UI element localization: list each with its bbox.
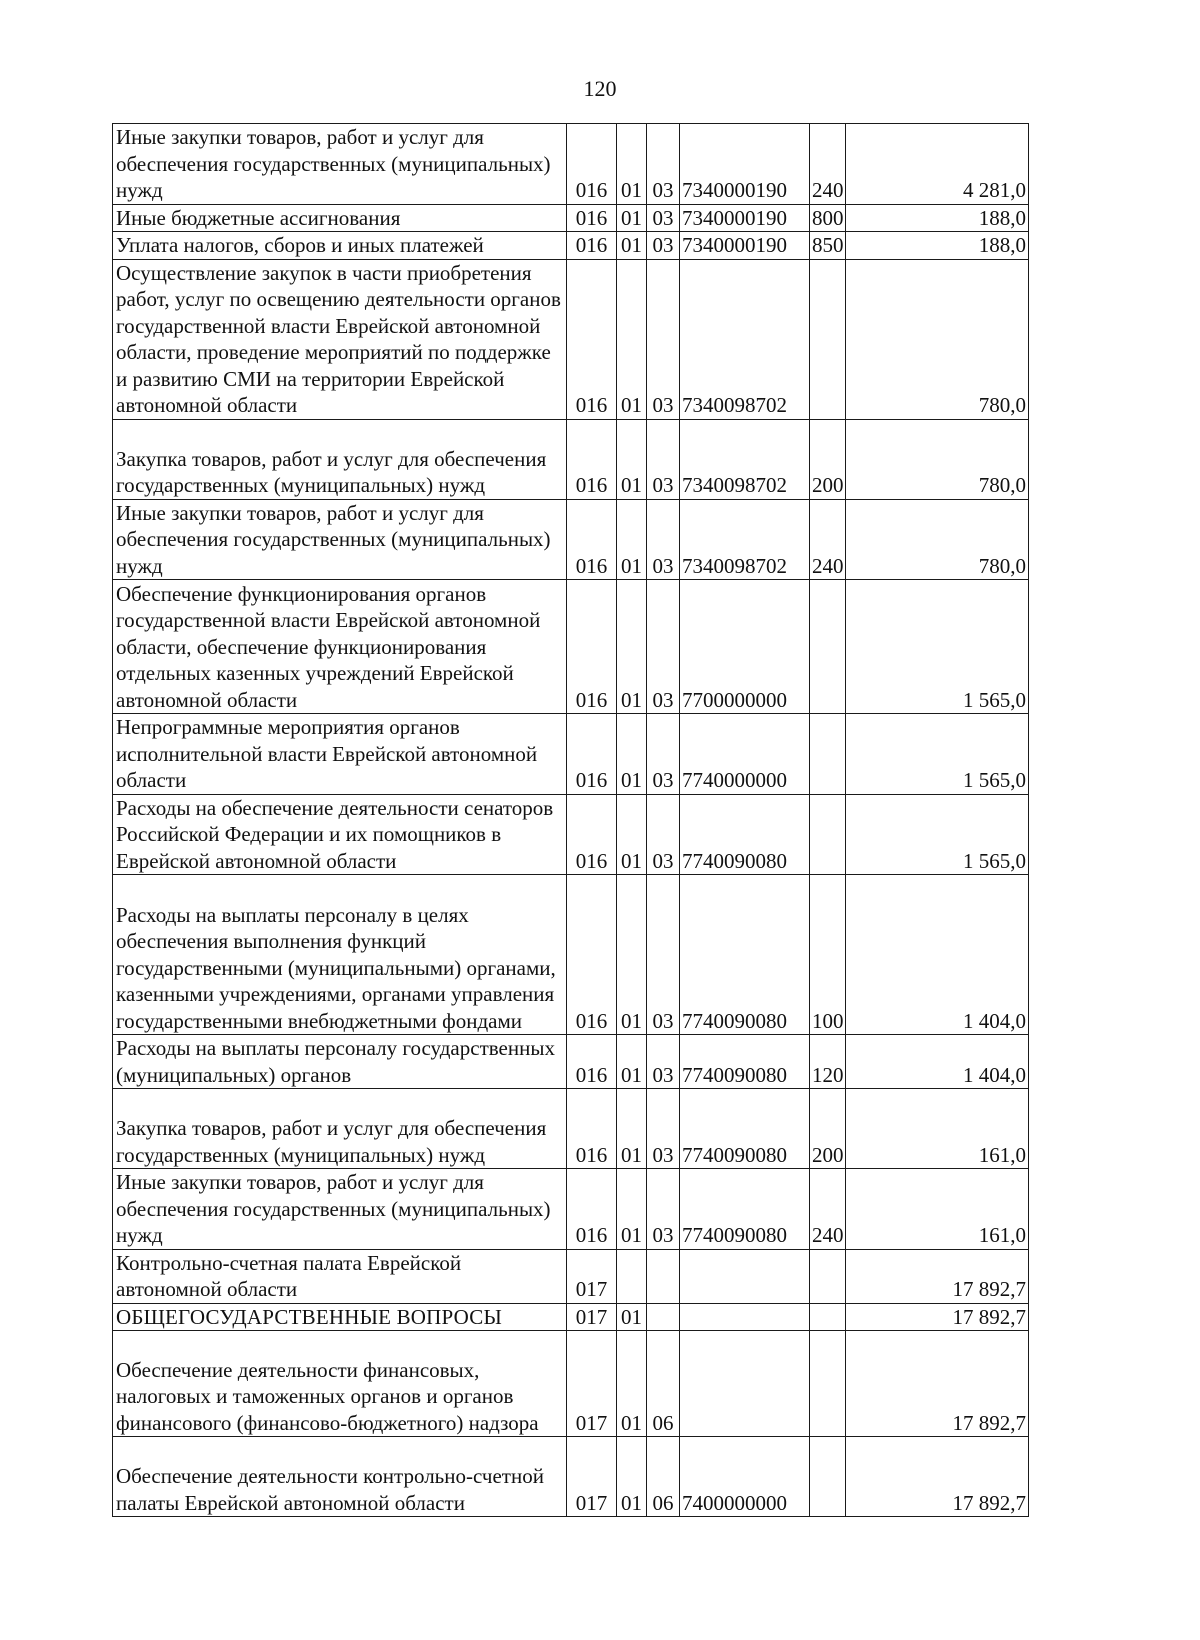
row-rz: 01 — [617, 419, 647, 499]
row-sum: 17 892,7 — [846, 1249, 1029, 1303]
row-vr: 850 — [810, 232, 846, 260]
row-pr: 03 — [647, 1169, 680, 1250]
row-name: Обеспечение деятельности контрольно-счетной палаты Еврейской автономной области — [113, 1437, 567, 1517]
row-rz: 01 — [617, 259, 647, 419]
row-pr: 03 — [647, 1035, 680, 1089]
row-ved: 017 — [567, 1437, 617, 1517]
table-row — [113, 1169, 1029, 1250]
row-pr: 03 — [647, 1089, 680, 1169]
row-rz: 01 — [617, 1089, 647, 1169]
table-row — [113, 499, 1029, 580]
budget-table-body — [113, 124, 1029, 1517]
table-row — [113, 259, 1029, 419]
row-ved: 017 — [567, 1249, 617, 1303]
table-row — [113, 1331, 1029, 1437]
table-row — [113, 580, 1029, 714]
budget-table — [112, 123, 1029, 1517]
row-name: Расходы на обеспечение деятельности сенаторов Российской Федерации и их помощников в Еврейской автономной области — [113, 794, 567, 875]
row-rz: 01 — [617, 1437, 647, 1517]
row-rz: 01 — [617, 499, 647, 580]
row-ved: 016 — [567, 124, 617, 205]
row-vr — [810, 1437, 846, 1517]
row-vr: 240 — [810, 1169, 846, 1250]
row-sum: 1 404,0 — [846, 875, 1029, 1035]
table-row — [113, 714, 1029, 795]
table-row — [113, 1303, 1029, 1331]
row-sum: 4 281,0 — [846, 124, 1029, 205]
row-ved: 016 — [567, 794, 617, 875]
row-vr — [810, 1249, 846, 1303]
row-pr: 03 — [647, 875, 680, 1035]
row-sum: 188,0 — [846, 232, 1029, 260]
row-rz: 01 — [617, 580, 647, 714]
row-pr — [647, 1249, 680, 1303]
row-ved: 016 — [567, 714, 617, 795]
row-pr: 03 — [647, 499, 680, 580]
row-csr — [680, 1249, 810, 1303]
row-pr — [647, 1303, 680, 1331]
row-sum: 17 892,7 — [846, 1437, 1029, 1517]
row-rz: 01 — [617, 875, 647, 1035]
table-row — [113, 232, 1029, 260]
row-sum: 1 565,0 — [846, 794, 1029, 875]
row-sum: 1 404,0 — [846, 1035, 1029, 1089]
row-ved: 016 — [567, 580, 617, 714]
row-sum: 161,0 — [846, 1089, 1029, 1169]
row-sum: 780,0 — [846, 419, 1029, 499]
row-rz: 01 — [617, 1331, 647, 1437]
row-ved: 016 — [567, 875, 617, 1035]
row-ved: 016 — [567, 204, 617, 232]
row-csr: 7740090080 — [680, 875, 810, 1035]
row-sum: 17 892,7 — [846, 1331, 1029, 1437]
table-row — [113, 204, 1029, 232]
row-csr: 7740090080 — [680, 1169, 810, 1250]
row-rz: 01 — [617, 1303, 647, 1331]
table-row — [113, 1249, 1029, 1303]
row-csr — [680, 1303, 810, 1331]
row-rz: 01 — [617, 232, 647, 260]
table-row — [113, 875, 1029, 1035]
row-rz: 01 — [617, 124, 647, 205]
row-sum: 780,0 — [846, 259, 1029, 419]
row-ved: 016 — [567, 1089, 617, 1169]
row-sum: 1 565,0 — [846, 714, 1029, 795]
row-rz: 01 — [617, 794, 647, 875]
row-ved: 017 — [567, 1331, 617, 1437]
row-rz: 01 — [617, 1169, 647, 1250]
row-pr: 03 — [647, 714, 680, 795]
row-name: Иные бюджетные ассигнования — [113, 204, 567, 232]
row-pr: 03 — [647, 794, 680, 875]
row-pr: 03 — [647, 580, 680, 714]
row-pr: 06 — [647, 1437, 680, 1517]
row-vr: 200 — [810, 1089, 846, 1169]
row-csr: 7340098702 — [680, 499, 810, 580]
row-rz: 01 — [617, 204, 647, 232]
row-sum: 161,0 — [846, 1169, 1029, 1250]
row-vr — [810, 580, 846, 714]
row-name: Осуществление закупок в части приобретения работ, услуг по освещению деятельности органов государственной власти Еврейской автономной области, проведение мероприятий по поддержке и развитию СМИ на территории Еврейской автономной области — [113, 259, 567, 419]
row-ved: 016 — [567, 232, 617, 260]
row-ved: 016 — [567, 259, 617, 419]
row-name: Уплата налогов, сборов и иных платежей — [113, 232, 567, 260]
row-pr: 06 — [647, 1331, 680, 1437]
row-csr: 7740090080 — [680, 1035, 810, 1089]
row-csr: 7400000000 — [680, 1437, 810, 1517]
table-row — [113, 124, 1029, 205]
row-name: ОБЩЕГОСУДАРСТВЕННЫЕ ВОПРОСЫ — [113, 1303, 567, 1331]
row-ved: 016 — [567, 499, 617, 580]
row-vr — [810, 794, 846, 875]
table-row — [113, 1437, 1029, 1517]
row-csr: 7740000000 — [680, 714, 810, 795]
row-name: Иные закупки товаров, работ и услуг для обеспечения государственных (муниципальных) нужд — [113, 124, 567, 205]
row-csr: 7340098702 — [680, 259, 810, 419]
table-row — [113, 794, 1029, 875]
row-name: Контрольно-счетная палата Еврейской автономной области — [113, 1249, 567, 1303]
row-vr — [810, 1303, 846, 1331]
row-pr: 03 — [647, 259, 680, 419]
row-ved: 017 — [567, 1303, 617, 1331]
row-vr — [810, 714, 846, 795]
row-ved: 016 — [567, 1169, 617, 1250]
row-rz: 01 — [617, 1035, 647, 1089]
row-ved: 016 — [567, 1035, 617, 1089]
row-csr: 7700000000 — [680, 580, 810, 714]
row-name: Обеспечение деятельности финансовых, налоговых и таможенных органов и органов финансового (финансово-бюджетного) надзора — [113, 1331, 567, 1437]
row-sum: 188,0 — [846, 204, 1029, 232]
table-row — [113, 1035, 1029, 1089]
row-vr — [810, 1331, 846, 1437]
row-csr: 7340000190 — [680, 204, 810, 232]
row-name: Непрограммные мероприятия органов исполнительной власти Еврейской автономной области — [113, 714, 567, 795]
row-csr: 7340000190 — [680, 232, 810, 260]
row-csr: 7340098702 — [680, 419, 810, 499]
row-sum: 17 892,7 — [846, 1303, 1029, 1331]
table-row — [113, 1089, 1029, 1169]
row-sum: 780,0 — [846, 499, 1029, 580]
row-vr: 240 — [810, 499, 846, 580]
row-vr: 800 — [810, 204, 846, 232]
row-ved: 016 — [567, 419, 617, 499]
row-csr: 7740090080 — [680, 794, 810, 875]
row-name: Иные закупки товаров, работ и услуг для обеспечения государственных (муниципальных) нужд — [113, 499, 567, 580]
row-vr: 240 — [810, 124, 846, 205]
row-vr: 200 — [810, 419, 846, 499]
row-name: Закупка товаров, работ и услуг для обеспечения государственных (муниципальных) нужд — [113, 1089, 567, 1169]
page-number: 120 — [583, 76, 617, 101]
table-row — [113, 419, 1029, 499]
row-csr: 7740090080 — [680, 1089, 810, 1169]
row-pr: 03 — [647, 419, 680, 499]
row-vr: 120 — [810, 1035, 846, 1089]
row-name: Расходы на выплаты персоналу государственных (муниципальных) органов — [113, 1035, 567, 1089]
row-name: Иные закупки товаров, работ и услуг для обеспечения государственных (муниципальных) нужд — [113, 1169, 567, 1250]
row-sum: 1 565,0 — [846, 580, 1029, 714]
row-name: Расходы на выплаты персоналу в целях обеспечения выполнения функций государственными (муниципальными) органами, казенными учреждениями, органами управления государственными внебюджетными фондами — [113, 875, 567, 1035]
row-pr: 03 — [647, 204, 680, 232]
row-vr: 100 — [810, 875, 846, 1035]
row-name: Закупка товаров, работ и услуг для обеспечения государственных (муниципальных) нужд — [113, 419, 567, 499]
row-csr — [680, 1331, 810, 1437]
row-rz — [617, 1249, 647, 1303]
row-pr: 03 — [647, 232, 680, 260]
row-csr: 7340000190 — [680, 124, 810, 205]
row-name: Обеспечение функционирования органов государственной власти Еврейской автономной области, обеспечение функционирования отдельных казенных учреждений Еврейской автономной области — [113, 580, 567, 714]
row-pr: 03 — [647, 124, 680, 205]
row-vr — [810, 259, 846, 419]
row-rz: 01 — [617, 714, 647, 795]
